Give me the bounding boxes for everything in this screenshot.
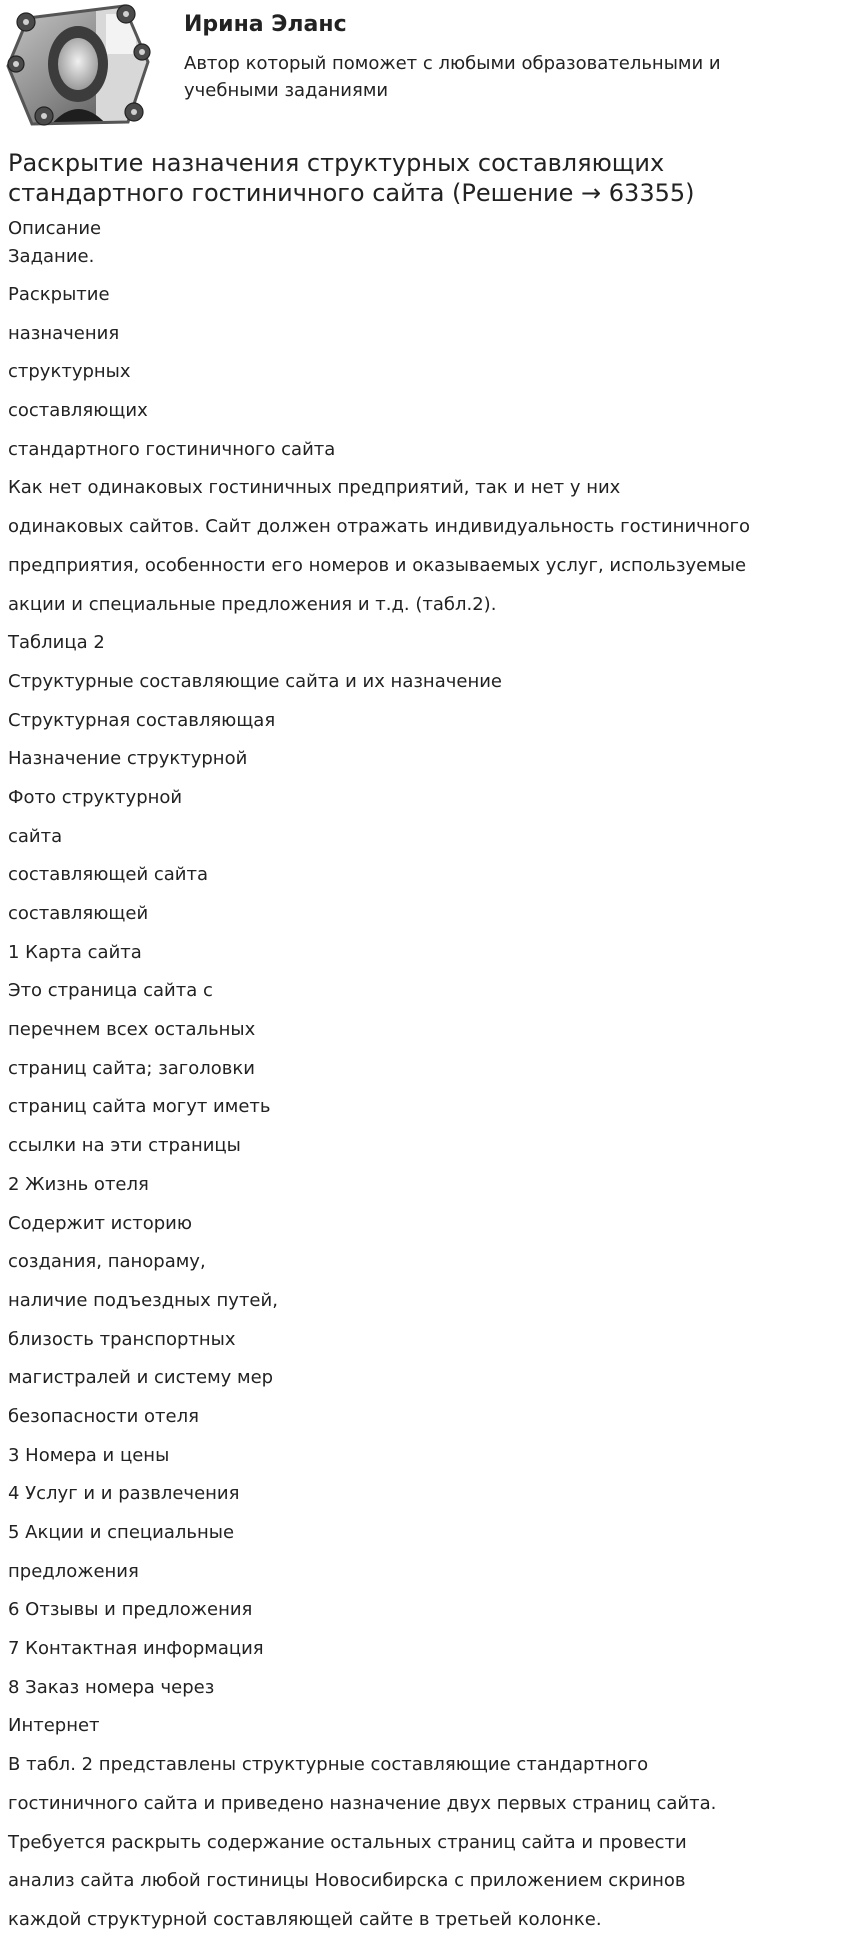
text-line: 2 Жизнь отеля: [8, 1173, 149, 1195]
text-line: назначения: [8, 322, 120, 344]
author-avatar[interactable]: [6, 4, 151, 126]
text-line: безопасности отеля: [8, 1405, 199, 1427]
text-line: составляющей сайта: [8, 864, 209, 886]
text-line: сайта: [8, 825, 63, 847]
text-line: Задание.: [8, 246, 95, 267]
text-line: составляющих: [8, 400, 148, 422]
text-line: предложения: [8, 1560, 139, 1582]
text-line: Требуется раскрыть содержание остальных страниц сайта и провести: [8, 1831, 687, 1853]
text-line: структурных: [8, 361, 131, 383]
author-description: Автор который поможет с любыми образовательными и учебными заданиями: [184, 53, 721, 101]
text-line: Структурная составляющая: [8, 709, 276, 731]
text-line: ссылки на эти страницы: [8, 1135, 241, 1157]
text-line: Раскрытие: [8, 284, 110, 305]
text-line: каждой структурной составляющей сайте в третьей колонке.: [8, 1908, 602, 1930]
text-line: 8 Заказ номера через: [8, 1676, 215, 1698]
text-line: близость транспортных: [8, 1328, 236, 1350]
text-line: Фото структурной: [8, 786, 183, 808]
text-line: страниц сайта могут иметь: [8, 1096, 271, 1118]
text-line: 3 Номера и цены: [8, 1444, 170, 1466]
text-line: В табл. 2 представлены структурные составляющие стандартного: [8, 1754, 649, 1776]
text-line: Это страница сайта с: [8, 980, 213, 1002]
text-line: одинаковых сайтов. Сайт должен отражать индивидуальность гостиничного: [8, 516, 751, 538]
document-title: Раскрытие назначения структурных составляющих стандартного гостиничного сайта (Решение → 63355): [8, 149, 695, 207]
author-card: [0, 0, 847, 130]
text-line: Структурные составляющие сайта и их назначение: [8, 670, 502, 692]
text-line: 4 Услуг и и развлечения: [8, 1483, 240, 1505]
text-line: страниц сайта; заголовки: [8, 1057, 255, 1079]
author-name[interactable]: Ирина Эланс: [184, 12, 347, 37]
text-line: стандартного гостиничного сайта: [8, 438, 336, 460]
text-line: составляющей: [8, 903, 149, 924]
text-line: создания, панораму,: [8, 1251, 206, 1273]
text-line: анализ сайта любой гостиницы Новосибирска с приложением скринов: [8, 1870, 686, 1892]
text-line: магистралей и систему мер: [8, 1367, 274, 1389]
text-line: перечнем всех остальных: [8, 1019, 256, 1041]
text-line: Назначение структурной: [8, 748, 248, 770]
text-line: предприятия, особенности его номеров и оказываемых услуг, используемые: [8, 554, 747, 576]
text-line: наличие подъездных путей,: [8, 1289, 278, 1311]
text-line: Таблица 2: [8, 632, 105, 654]
text-line: 1 Карта сайта: [8, 941, 142, 963]
text-line: Содержит историю: [8, 1212, 193, 1234]
text-line: Как нет одинаковых гостиничных предприятий, так и нет у них: [8, 477, 621, 499]
description-label: Описание: [8, 218, 102, 239]
text-line: Интернет: [8, 1715, 100, 1737]
text-line: акции и специальные предложения и т.д. (табл.2).: [8, 593, 497, 615]
text-line: 6 Отзывы и предложения: [8, 1599, 253, 1621]
text-line: 5 Акции и специальные: [8, 1522, 235, 1543]
description-content: [8, 242, 838, 1944]
text-line: гостиничного сайта и приведено назначение двух первых страниц сайта.: [8, 1792, 717, 1814]
text-line: 7 Контактная информация: [8, 1638, 264, 1660]
